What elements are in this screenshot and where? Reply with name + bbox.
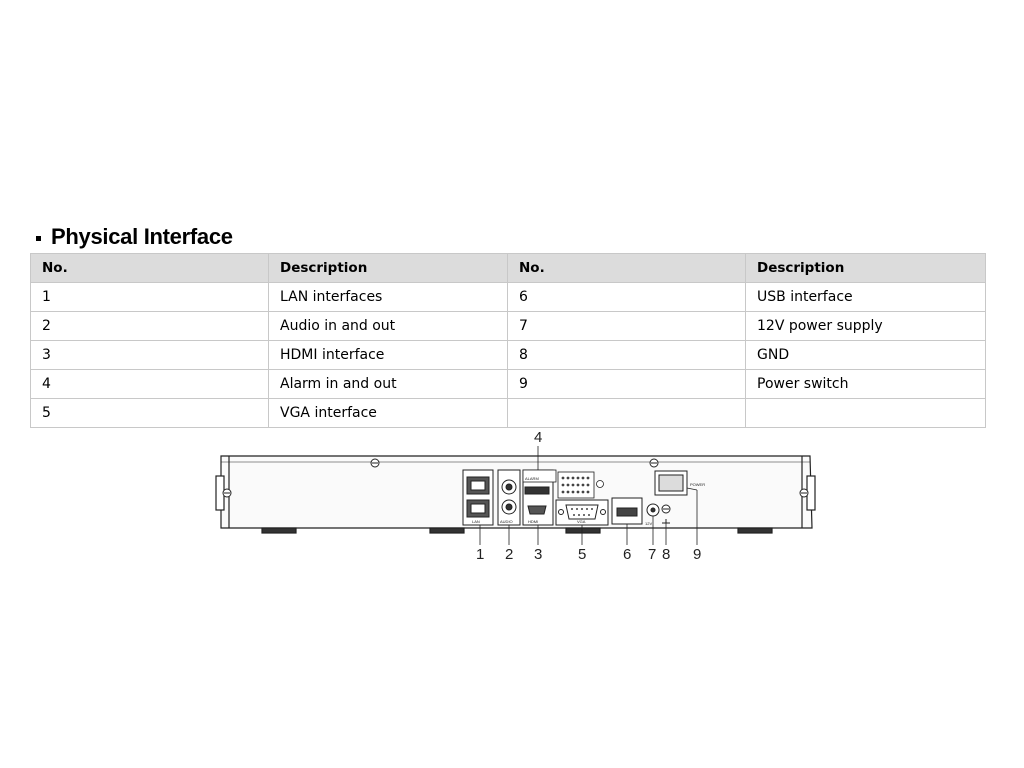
- table-cell: Audio in and out: [269, 312, 508, 341]
- table-cell: 12V power supply: [746, 312, 986, 341]
- callout-9: 9: [693, 546, 702, 563]
- table-cell: 9: [508, 370, 746, 399]
- table-cell: 4: [31, 370, 269, 399]
- callout-2: 2: [505, 546, 514, 563]
- callout-3: 3: [534, 546, 543, 563]
- header-description-left: Description: [269, 254, 508, 283]
- vga-port-icon: [556, 500, 608, 525]
- table-cell: 2: [31, 312, 269, 341]
- table-cell: GND: [746, 341, 986, 370]
- power-label: POWER: [690, 482, 706, 487]
- usb-port-icon: [612, 498, 642, 524]
- section-title: Physical Interface: [51, 224, 233, 249]
- vga-label: VGA: [577, 519, 586, 524]
- alarm-label: ALARM: [525, 476, 539, 481]
- lan-label: LAN: [472, 519, 480, 524]
- hdmi-label: HDMI: [528, 519, 539, 524]
- audio-port-icon: [498, 470, 520, 525]
- power-input-label: 12V: [645, 521, 653, 526]
- header-no-right: No.: [508, 254, 746, 283]
- table-cell: Power switch: [746, 370, 986, 399]
- header-no-left: No.: [31, 254, 269, 283]
- callout-5: 5: [578, 546, 587, 563]
- table-cell: HDMI interface: [269, 341, 508, 370]
- audio-label: AUDIO: [500, 519, 513, 524]
- table-cell: USB interface: [746, 283, 986, 312]
- callout-8: 8: [662, 546, 671, 563]
- table-cell: 5: [31, 399, 269, 428]
- table-cell: 8: [508, 341, 746, 370]
- table-cell: 3: [31, 341, 269, 370]
- callout-6: 6: [623, 546, 632, 563]
- table-cell: LAN interfaces: [269, 283, 508, 312]
- table-cell: Alarm in and out: [269, 370, 508, 399]
- table-cell: 6: [508, 283, 746, 312]
- table-cell: 1: [31, 283, 269, 312]
- table-cell: VGA interface: [269, 399, 508, 428]
- callout-4: 4: [534, 429, 543, 446]
- callout-1: 1: [476, 546, 485, 563]
- header-description-right: Description: [746, 254, 986, 283]
- lan-port-icon: [463, 470, 493, 525]
- callout-7: 7: [648, 546, 657, 563]
- table-cell: 7: [508, 312, 746, 341]
